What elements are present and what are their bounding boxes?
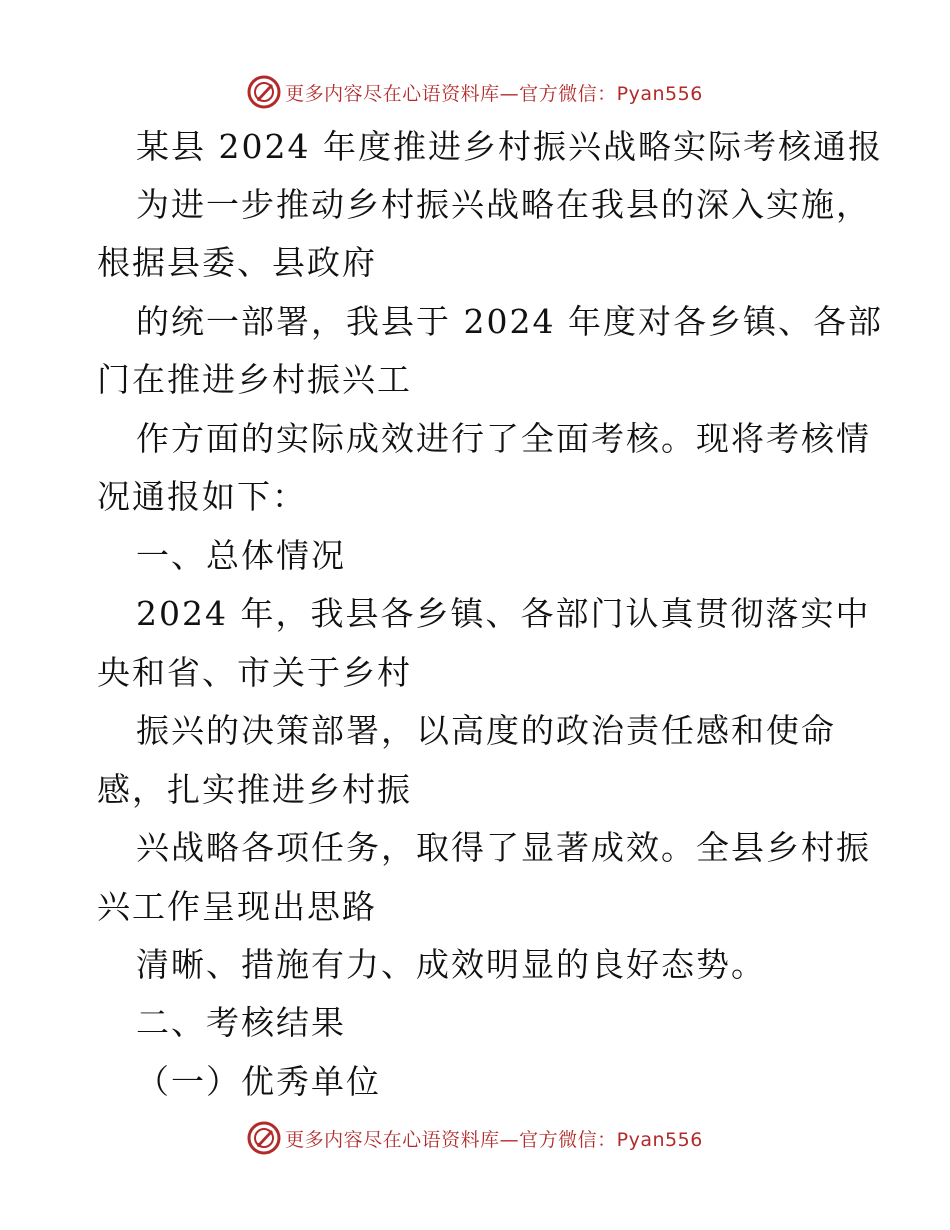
paragraph-line: 作方面的实际成效进行了全面考核。现将考核情 bbox=[136, 419, 871, 458]
paragraph-line: 根据县委、县政府 bbox=[97, 243, 377, 282]
paragraph-line: 感，扎实推进乡村振 bbox=[97, 770, 412, 809]
paragraph-line: 央和省、市关于乡村 bbox=[97, 653, 412, 692]
paragraph-line: 为进一步推动乡村振兴战略在我县的深入实施， bbox=[136, 185, 871, 224]
footer-watermark bbox=[0, 1118, 950, 1158]
subsection-heading: （一）优秀单位 bbox=[136, 1062, 381, 1101]
paragraph-line: 兴战略各项任务，取得了显著成效。全县乡村振 bbox=[136, 828, 871, 867]
header-watermark bbox=[0, 72, 950, 112]
seal-logo-icon bbox=[247, 1121, 281, 1155]
watermark-text: 更多内容尽在心语资料库—官方微信：Pyan556 bbox=[285, 82, 703, 105]
section-heading: 二、考核结果 bbox=[136, 1003, 346, 1042]
watermark-text: 更多内容尽在心语资料库—官方微信：Pyan556 bbox=[285, 1128, 703, 1151]
document-title: 某县 2024 年度推进乡村振兴战略实际考核通报 bbox=[136, 127, 883, 166]
paragraph-line: 门在推进乡村振兴工 bbox=[97, 360, 412, 399]
paragraph-line: 清晰、措施有力、成效明显的良好态势。 bbox=[136, 945, 766, 984]
section-heading: 一、总体情况 bbox=[136, 536, 346, 575]
paragraph-line: 的统一部署，我县于 2024 年度对各乡镇、各部 bbox=[136, 302, 883, 341]
seal-logo-icon bbox=[247, 75, 281, 109]
paragraph-line: 2024 年，我县各乡镇、各部门认真贯彻落实中 bbox=[136, 594, 871, 633]
paragraph-line: 况通报如下： bbox=[97, 477, 307, 516]
paragraph-line: 兴工作呈现出思路 bbox=[97, 887, 377, 926]
paragraph-line: 振兴的决策部署，以高度的政治责任感和使命 bbox=[136, 711, 836, 750]
